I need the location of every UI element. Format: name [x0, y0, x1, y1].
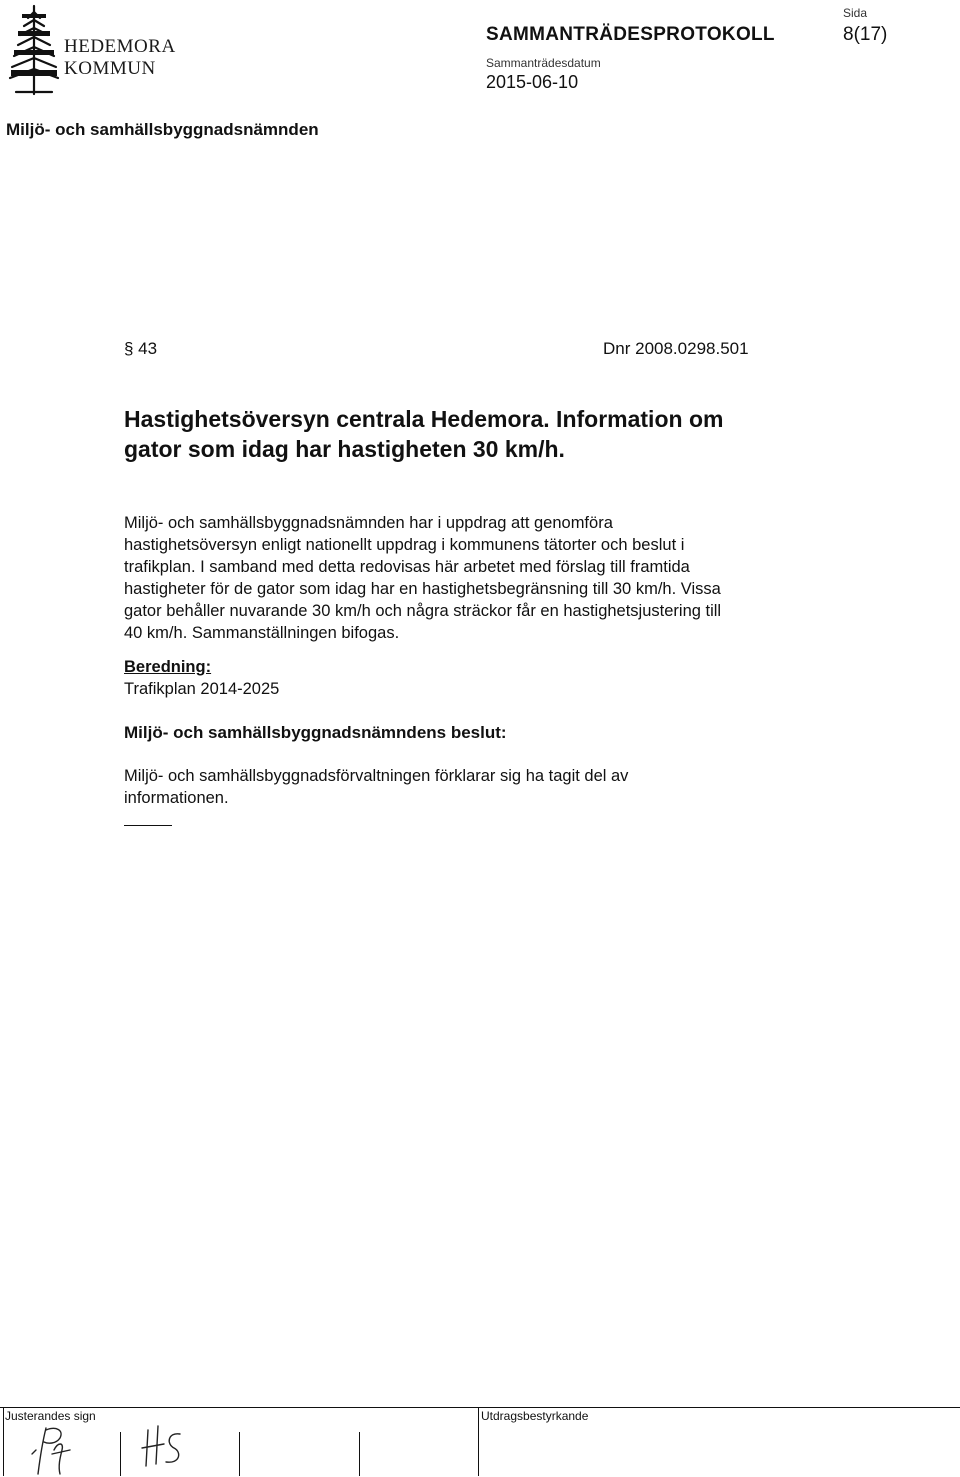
footer-rule — [0, 1407, 960, 1408]
logo-text — [64, 36, 176, 80]
body-paragraph — [124, 512, 814, 644]
body-line: gator behåller nuvarande 30 km/h och några sträckor får en hastighetsjustering till — [124, 602, 722, 620]
preparation-value: Trafikplan 2014-2025 — [124, 680, 280, 698]
footer-divider — [359, 1432, 360, 1476]
committee-name: Miljö- och samhällsbyggnadsnämnden — [6, 120, 319, 139]
page-label: Sida — [843, 6, 868, 20]
document-title: SAMMANTRÄDESPROTOKOLL — [486, 24, 775, 45]
body-line: 40 km/h. Sammanställningen bifogas. — [124, 624, 400, 642]
signature-initials-1 — [24, 1420, 84, 1476]
municipality-logo — [6, 4, 186, 96]
registration-number: Dnr 2008.0298.501 — [603, 339, 749, 358]
spruce-tree-icon — [6, 4, 62, 96]
extract-certification-label: Utdragsbestyrkande — [481, 1409, 589, 1423]
decision-heading: Miljö- och samhällsbyggnadsnämndens beslut: — [124, 723, 507, 742]
logo-line-2: KOMMUN — [64, 58, 156, 79]
decision-line: informationen. — [124, 789, 229, 807]
heading-line-1: Hastighetsöversyn centrala Hedemora. Information om — [124, 406, 724, 432]
preparation-label: Beredning: — [124, 658, 212, 676]
adjuster-signature-label: Justerandes sign — [5, 1409, 96, 1423]
page-number: 8(17) — [843, 24, 888, 45]
body-line: hastigheter för de gator som idag har en hastighetsbegränsning till 30 km/h. Vissa — [124, 580, 721, 598]
meeting-date-value: 2015-06-10 — [486, 72, 579, 92]
section-heading — [124, 404, 864, 464]
footer-divider — [120, 1432, 121, 1476]
body-line: trafikplan. I samband med detta redovisas här arbetet med förslag till framtida — [124, 558, 690, 576]
section-end-rule — [124, 825, 172, 826]
decision-text — [124, 765, 764, 809]
body-line: Miljö- och samhällsbyggnadsnämnden har i uppdrag att genomföra — [124, 514, 613, 532]
footer-divider — [478, 1408, 479, 1476]
footer-divider — [3, 1408, 4, 1476]
footer-divider — [239, 1432, 240, 1476]
signature-initials-2 — [138, 1420, 188, 1470]
logo-line-1: HEDEMORA — [64, 36, 176, 57]
meeting-date-label: Sammanträdesdatum — [486, 56, 601, 70]
body-line: hastighetsöversyn enligt nationellt uppdrag i kommunens tätorter och beslut i — [124, 536, 685, 554]
decision-line: Miljö- och samhällsbyggnadsförvaltningen förklarar sig ha tagit del av — [124, 767, 629, 785]
paragraph-number: § 43 — [124, 339, 158, 358]
heading-line-2: gator som idag har hastigheten 30 km/h. — [124, 436, 565, 462]
